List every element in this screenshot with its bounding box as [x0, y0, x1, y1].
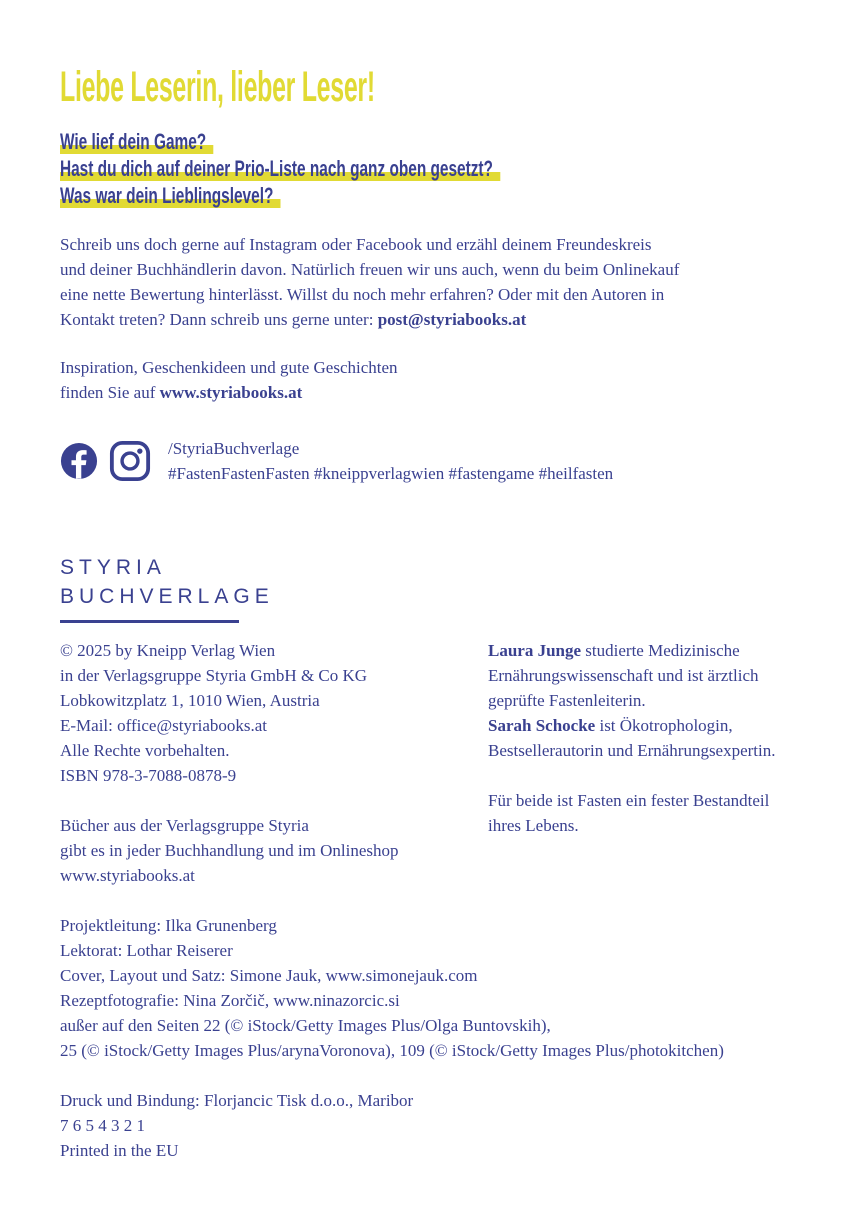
inspiration-paragraph: Inspiration, Geschenkideen und gute Geschichten finden Sie auf www.styriabooks.at — [60, 358, 398, 402]
feedback-paragraph: Schreib uns doch gerne auf Instagram oder Facebook und erzähl deinem Freundeskreis und deiner Buchhändlerin davon. Natürlich freuen wir uns auch, wenn du beim Onlinekauf eine nette Bewertung hinterlässt. Willst du noch mehr erfahren? Oder mit den Autoren in Kontakt treten? Dann schreib uns gerne unter: post@styriabooks.at — [60, 235, 680, 329]
logo-line-styria: STYRIA — [60, 556, 166, 579]
copyright-block: © 2025 by Kneipp Verlag Wien in der Verlagsgruppe Styria GmbH & Co KG Lobkowitzplatz 1, 1010 Wien, Austria E-Mail: office@styriabooks.at Alle Rechte vorbehalten. ISBN 978-3-7088-0878-9 — [60, 641, 368, 785]
facebook-icon — [60, 442, 98, 480]
authors-column — [488, 638, 817, 1163]
social-handle: /StyriaBuchverlage — [168, 439, 300, 458]
publisher-logo — [60, 553, 817, 623]
reader-questions: Wie lief dein Game? Hast du dich auf deiner Prio-Liste nach ganz oben gesetzt? Was war dein Lieblingslevel? — [60, 128, 590, 209]
printing-block: Druck und Bindung: Florjancic Tisk d.o.o., Maribor 7 6 5 4 3 2 1 Printed in the EU — [60, 1091, 414, 1160]
logo-line-buchverlage: BUCHVERLAGE — [60, 585, 274, 608]
imprint-columns — [60, 638, 817, 1163]
credits-block: Projektleitung: Ilka Grunenberg Lektorat: Lothar Reiserer Cover, Layout und Satz: Simone Jauk, www.simonejauk.com Rezeptfotografie: Nina Zorčič, www.ninazorcic.si außer auf den Seiten 22 (© iStock/Getty Images Plus/Olga Buntovskih), 25 (© iStock/Getty Images Plus/arynaVoronova), 109 (© iStock/Getty Images Plus/photokitchen) — [60, 916, 724, 1060]
instagram-icon — [109, 440, 151, 482]
social-hashtags: #FastenFastenFasten #kneippverlagwien #fastengame #heilfasten — [168, 464, 614, 483]
social-text — [168, 436, 613, 486]
logo-underline — [60, 620, 239, 623]
page-title: Liebe Leserin, lieber Leser! — [60, 63, 375, 111]
social-row — [60, 436, 817, 486]
authors-bio: Laura Junge studierte Medizinische Ernährungswissenschaft und ist ärztlich geprüfte Fastenleiterin. Sarah Schocke ist Ökotrophologin, Bestsellerautorin und Ernährungsexpertin. Für beide ist Fasten ein fester Bestandteil ihres Lebens. — [488, 641, 776, 835]
bookshop-block: Bücher aus der Verlagsgruppe Styria gibt es in jeder Buchhandlung und im Onlineshop www.styriabooks.at — [60, 816, 399, 885]
